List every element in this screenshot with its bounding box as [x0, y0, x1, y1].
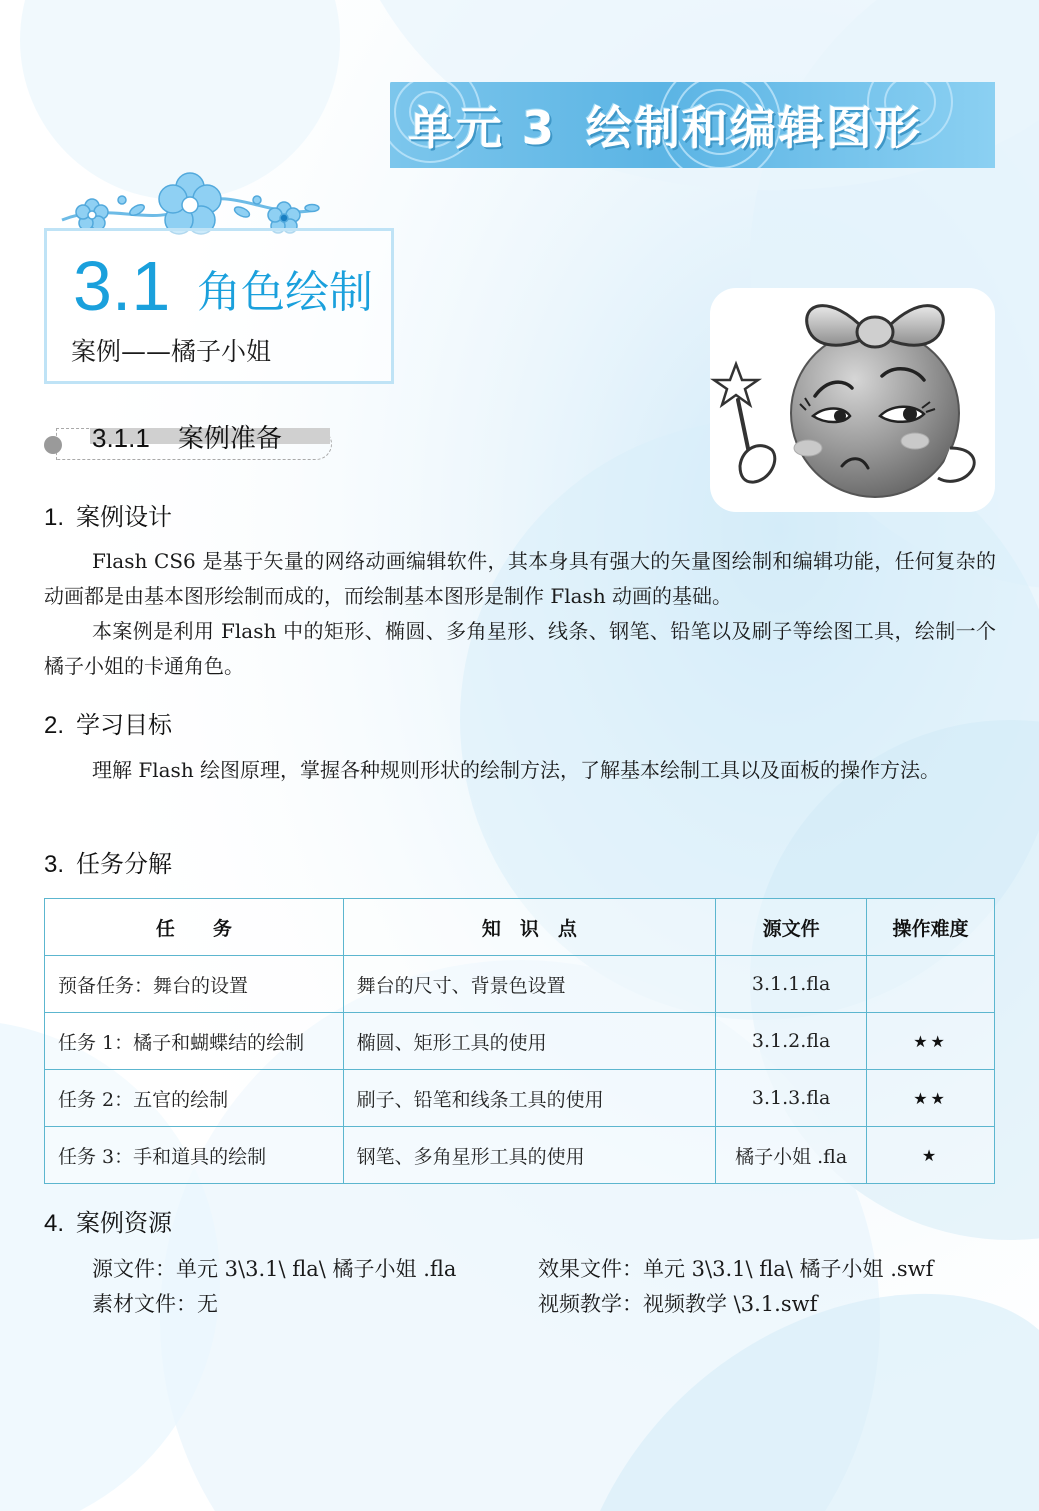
source-file-cell: 3.1.2.fla: [716, 1013, 867, 1070]
difficulty-cell: ★★: [867, 1070, 995, 1127]
source-file-cell: 3.1.1.fla: [716, 956, 867, 1013]
task-cell: 任务 2：五官的绘制: [45, 1070, 344, 1127]
heading-text: 案例设计: [76, 504, 173, 531]
heading-number: 3.: [44, 851, 65, 878]
resource-video: 视频教学：视频教学 \3.1.swf: [538, 1292, 818, 1316]
source-file-cell: 橘子小姐 .fla: [716, 1127, 867, 1184]
task-table: [44, 898, 995, 1184]
subsection-title: [92, 418, 282, 455]
difficulty-cell: ★: [867, 1127, 995, 1184]
knowledge-cell: 钢笔、多角星形工具的使用: [343, 1127, 716, 1184]
header-difficulty: 操作难度: [867, 899, 995, 956]
header-knowledge: 知 识 点: [343, 899, 716, 956]
table-row: [45, 1127, 995, 1184]
source-file-cell: 3.1.3.fla: [716, 1070, 867, 1127]
unit-banner: [390, 82, 995, 168]
paragraph-design-1: Flash CS6 是基于矢量的网络动画编辑软件，其本身具有强大的矢量图绘制和编辑功能，任何复杂的动画都是由基本图形绘制而成的，而绘制基本图形是制作 Flash 动画的基础。: [44, 549, 996, 608]
table-header-row: [45, 899, 995, 956]
unit-name: 绘制和编辑图形: [586, 101, 923, 155]
heading-task-breakdown: [44, 844, 172, 879]
orange-miss-cartoon: [710, 288, 995, 512]
resource-effect-file: 效果文件：单元 3\3.1\ fla\ 橘子小姐 .swf: [538, 1257, 934, 1281]
knowledge-cell: 刷子、铅笔和线条工具的使用: [343, 1070, 716, 1127]
difficulty-cell: ★★: [867, 1013, 995, 1070]
heading-text: 案例资源: [76, 1210, 173, 1237]
star-wand-icon: [714, 364, 758, 405]
heading-case-design: [44, 497, 172, 532]
case-title: 案例——橘子小姐: [71, 337, 272, 366]
task-cell: 任务 3：手和道具的绘制: [45, 1127, 344, 1184]
knowledge-cell: 椭圆、矩形工具的使用: [343, 1013, 716, 1070]
resource-material-file: 素材文件：无: [92, 1292, 218, 1316]
subsection-name: 案例准备: [177, 423, 282, 453]
knowledge-cell: 舞台的尺寸、背景色设置: [343, 956, 716, 1013]
paragraph-design-2: 本案例是利用 Flash 中的矩形、椭圆、多角星形、线条、钢笔、铅笔以及刷子等绘图工具，绘制一个橘子小姐的卡通角色。: [44, 619, 996, 678]
table-row: [45, 1070, 995, 1127]
subsection-number: 3.1.1: [92, 423, 150, 453]
task-cell: 预备任务：舞台的设置: [45, 956, 344, 1013]
table-row: [45, 956, 995, 1013]
heading-case-resources: [44, 1203, 172, 1238]
heading-number: 1.: [44, 504, 65, 531]
section-name: 角色绘制: [197, 267, 373, 318]
heading-number: 2.: [44, 712, 65, 739]
task-cell: 任务 1：橘子和蝴蝶结的绘制: [45, 1013, 344, 1070]
difficulty-cell: [867, 956, 995, 1013]
heading-learning-goals: [44, 705, 172, 740]
table-row: [45, 1013, 995, 1070]
header-task: 任 务: [45, 899, 344, 956]
section-number: 3.1: [73, 247, 171, 325]
character-illustration: [710, 288, 995, 512]
section-title-box: [44, 228, 394, 384]
header-source-file: 源文件: [716, 899, 867, 956]
heading-text: 任务分解: [76, 851, 173, 878]
paragraph-goal: 理解 Flash 绘图原理，掌握各种规则形状的绘制方法，了解基本绘制工具以及面板的操作方法。: [92, 758, 941, 782]
heading-number: 4.: [44, 1210, 65, 1237]
unit-number: 单元 3: [408, 101, 557, 155]
bullet-dot-icon: [44, 436, 62, 454]
heading-text: 学习目标: [76, 712, 173, 739]
resource-source-file: 源文件：单元 3\3.1\ fla\ 橘子小姐 .fla: [92, 1257, 457, 1281]
unit-title: [408, 92, 985, 158]
